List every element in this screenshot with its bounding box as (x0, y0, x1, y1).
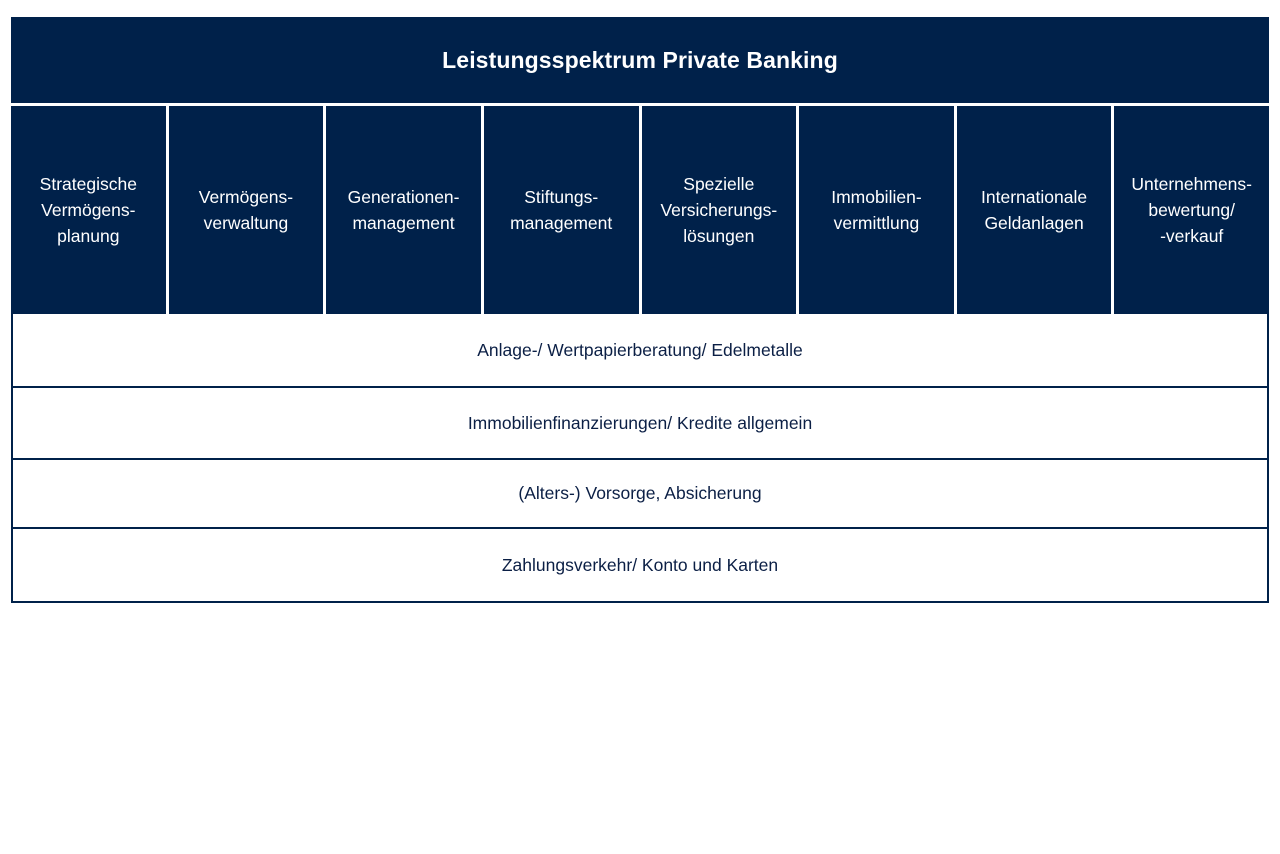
column-stiftungsmanagement: Stiftungs- management (484, 106, 639, 314)
column-generationenmanagement: Generationen- management (326, 106, 481, 314)
column-versicherungsloesungen: Spezielle Versicherungs- lösungen (642, 106, 797, 314)
services-diagram (11, 17, 1269, 603)
column-unternehmensbewertung: Unternehmens- bewertung/ -verkauf (1114, 106, 1269, 314)
column-immobilienvermittlung: Immobilien- vermittlung (799, 106, 954, 314)
row-anlageberatung: Anlage-/ Wertpapierberatung/ Edelmetalle (13, 314, 1267, 386)
diagram-title: Leistungsspektrum Private Banking (11, 17, 1269, 103)
row-vorsorge: (Alters-) Vorsorge, Absicherung (13, 458, 1267, 527)
service-columns (11, 106, 1269, 314)
column-vermoegensverwaltung: Vermögens- verwaltung (169, 106, 324, 314)
row-zahlungsverkehr: Zahlungsverkehr/ Konto und Karten (13, 527, 1267, 601)
column-internationale-geldanlagen: Internationale Geldanlagen (957, 106, 1112, 314)
column-strategische-vermoegensplanung: Strategische Vermögens- planung (11, 106, 166, 314)
service-rows (11, 314, 1269, 603)
row-immobilienfinanzierungen: Immobilienfinanzierungen/ Kredite allgemein (13, 386, 1267, 458)
